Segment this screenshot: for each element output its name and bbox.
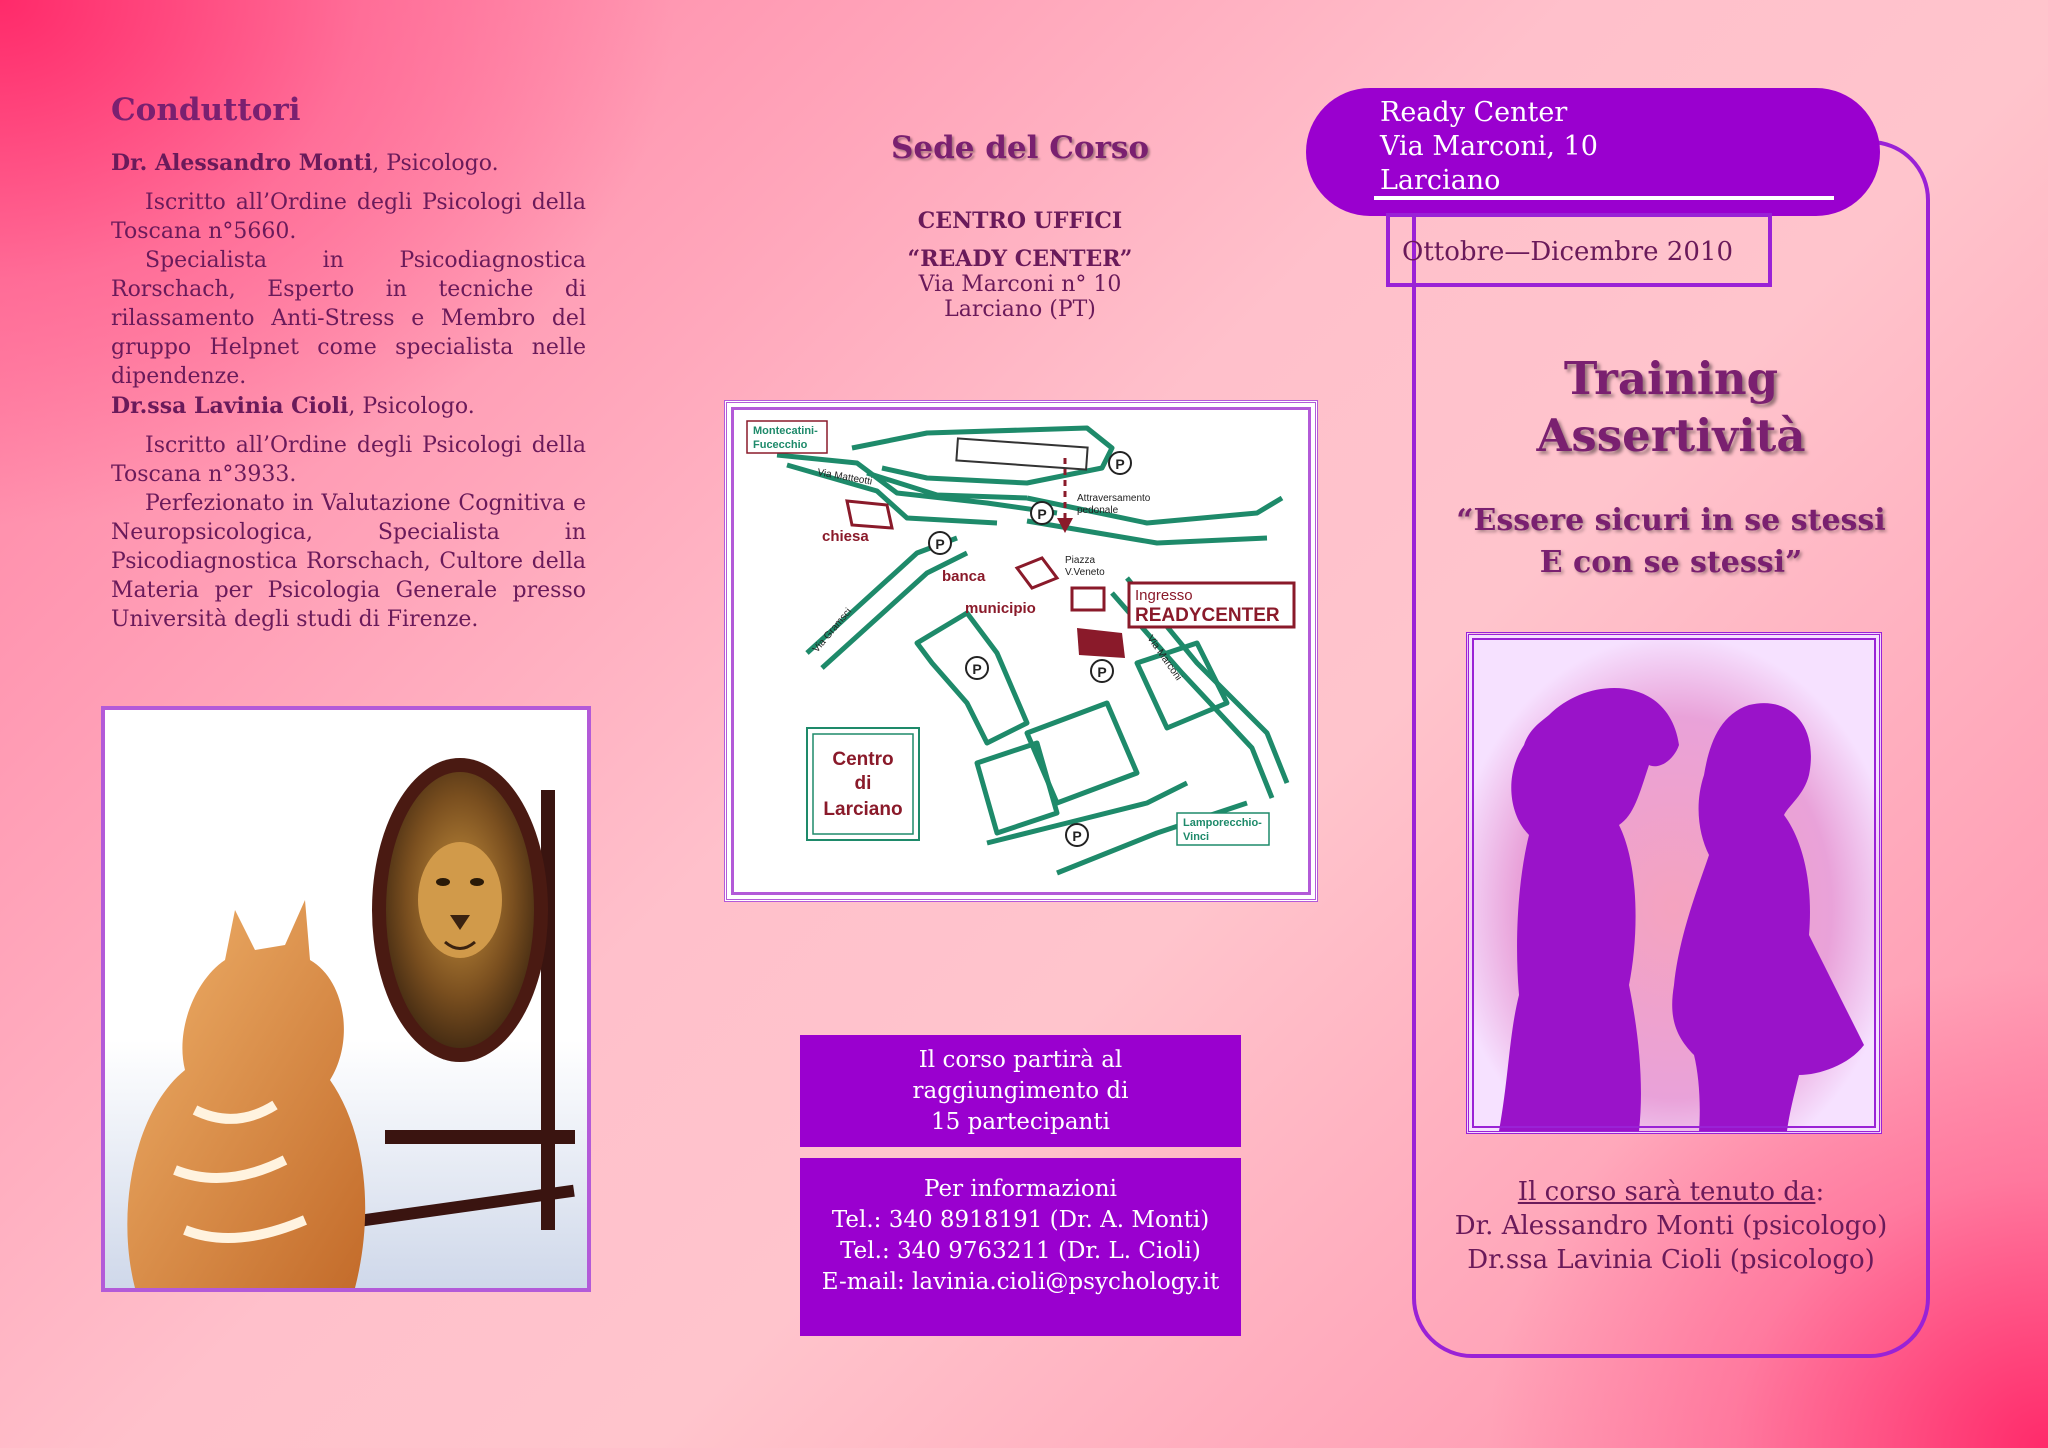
contact-heading: Per informazioni bbox=[924, 1176, 1117, 1202]
kitten-lion-mirror-image bbox=[101, 706, 591, 1292]
participants-line3: 15 partecipanti bbox=[931, 1109, 1110, 1135]
course-motto-line2: E con se stessi” bbox=[1539, 545, 1803, 580]
map-label-centro-3: Larciano bbox=[823, 799, 903, 820]
map-label-via-gramsci: Via Gramsci bbox=[810, 606, 855, 655]
conduttore-1-para2: Specialista in Psicodiagnostica Rorschach, Esperto in tecniche di rilassamento Anti-Stress e Membro del gruppo Helpnet come specialista nelle dipendenze. bbox=[111, 248, 586, 389]
venue-name: Ready Center bbox=[1380, 97, 1568, 128]
map-label-lamporecchio-1: Lamporecchio- bbox=[1183, 817, 1262, 829]
course-dates: Ottobre—Dicembre 2010 bbox=[1386, 213, 1772, 287]
venue-town: Larciano bbox=[1380, 165, 1501, 196]
course-title-line2: Assertività bbox=[1536, 409, 1806, 462]
map-label-banca: banca bbox=[942, 568, 986, 585]
silhouettes-illustration bbox=[1469, 635, 1879, 1131]
contact-phone-monti: Tel.: 340 8918191 (Dr. A. Monti) bbox=[831, 1207, 1210, 1233]
participants-line1: Il corso partirà al bbox=[918, 1047, 1123, 1073]
conduttore-2-heading bbox=[111, 393, 586, 419]
conduttore-1-para1: Iscritto all’Ordine degli Psicologi della Toscana n°5660. bbox=[111, 190, 586, 244]
instructors-heading bbox=[1412, 1175, 1930, 1209]
course-motto-line1: “Essere sicuri in se stessi bbox=[1456, 503, 1886, 538]
map-label-attraversamento-2: pedonale bbox=[1077, 505, 1119, 516]
conduttore-1-heading bbox=[111, 150, 586, 176]
contact-phone-cioli: Tel.: 340 9763211 (Dr. L. Cioli) bbox=[840, 1238, 1201, 1264]
location-map bbox=[724, 400, 1318, 902]
sede-address bbox=[870, 208, 1170, 322]
pill-underline bbox=[1374, 196, 1834, 200]
map-drawing bbox=[727, 403, 1315, 899]
map-building-top bbox=[956, 438, 1087, 469]
map-label-chiesa: chiesa bbox=[822, 528, 869, 545]
map-label-municipio: municipio bbox=[965, 600, 1036, 617]
map-label-ingresso: Ingresso bbox=[1135, 587, 1193, 604]
course-title bbox=[1412, 350, 1930, 464]
parking-label: P bbox=[1072, 828, 1082, 844]
conduttore-2-role: , Psicologo. bbox=[348, 394, 475, 419]
map-label-via-matteotti: Via Matteotti bbox=[816, 467, 873, 488]
parking-label: P bbox=[1037, 506, 1047, 522]
conduttore-2-para2: Perfezionato in Valutazione Cognitiva e Neuropsicologica, Specialista in Psicodiagnostica Rorschach, Cultore della Materia per Psicologia Generale presso Università degli studi di Firenze. bbox=[111, 491, 586, 632]
map-label-montecatini-1: Montecatini- bbox=[753, 425, 818, 437]
centro-line2: “READY CENTER” bbox=[907, 246, 1133, 272]
instructor-1: Dr. Alessandro Monti (psicologo) bbox=[1454, 1211, 1888, 1241]
address-line1: Via Marconi n° 10 bbox=[918, 272, 1122, 297]
parking-label: P bbox=[972, 661, 982, 677]
centro-line1: CENTRO UFFICI bbox=[917, 208, 1123, 234]
instructors-colon: : bbox=[1815, 1177, 1825, 1207]
conduttore-2 bbox=[111, 393, 586, 634]
parking-icon bbox=[929, 532, 951, 554]
parking-label: P bbox=[935, 536, 945, 552]
course-title-line1: Training bbox=[1563, 352, 1779, 405]
conduttore-2-name: Dr.ssa Lavinia Cioli bbox=[111, 393, 349, 419]
map-label-centro-2: di bbox=[854, 773, 872, 794]
conduttore-1-role: , Psicologo. bbox=[372, 151, 499, 176]
silhouettes-image bbox=[1466, 632, 1882, 1134]
conduttore-1-name: Dr. Alessandro Monti bbox=[111, 150, 373, 176]
participants-line2: raggiungimento di bbox=[912, 1078, 1129, 1104]
map-label-piazza-2: V.Veneto bbox=[1065, 567, 1105, 578]
conduttore-2-para1: Iscritto all’Ordine degli Psicologi della Toscana n°3933. bbox=[111, 433, 586, 487]
map-label-piazza-1: Piazza bbox=[1065, 555, 1096, 566]
instructors-label: Il corso sarà tenuto da bbox=[1517, 1177, 1816, 1207]
parking-icon bbox=[1091, 660, 1113, 682]
parking-icon bbox=[1031, 502, 1053, 524]
participants-notice bbox=[800, 1035, 1241, 1147]
kitten-lion-illustration bbox=[105, 710, 587, 1288]
map-label-readycenter: READYCENTER bbox=[1135, 605, 1280, 626]
contact-email: E-mail: lavinia.cioli@psychology.it bbox=[821, 1269, 1220, 1295]
parking-icon bbox=[1066, 824, 1088, 846]
parking-label: P bbox=[1115, 456, 1125, 472]
address-line2: Larciano (PT) bbox=[944, 297, 1096, 322]
conduttori-title: Conduttori bbox=[111, 92, 301, 128]
venue-street: Via Marconi, 10 bbox=[1380, 131, 1598, 162]
parking-icon bbox=[966, 657, 988, 679]
contact-info bbox=[800, 1158, 1241, 1336]
map-label-attraversamento-1: Attraversamento bbox=[1077, 493, 1151, 504]
instructor-2: Dr.ssa Lavinia Cioli (psicologo) bbox=[1467, 1245, 1875, 1275]
conduttore-1 bbox=[111, 150, 586, 391]
parking-label: P bbox=[1097, 664, 1107, 680]
sede-title: Sede del Corso bbox=[890, 130, 1150, 166]
map-label-centro-1: Centro bbox=[832, 749, 894, 770]
parking-icon bbox=[1109, 452, 1131, 474]
course-instructors bbox=[1412, 1175, 1930, 1277]
map-label-lamporecchio-2: Vinci bbox=[1183, 831, 1210, 843]
map-label-montecatini-2: Fucecchio bbox=[753, 439, 808, 451]
course-motto bbox=[1412, 500, 1930, 584]
map-label-via-marconi: Via Marconi bbox=[1144, 633, 1184, 683]
